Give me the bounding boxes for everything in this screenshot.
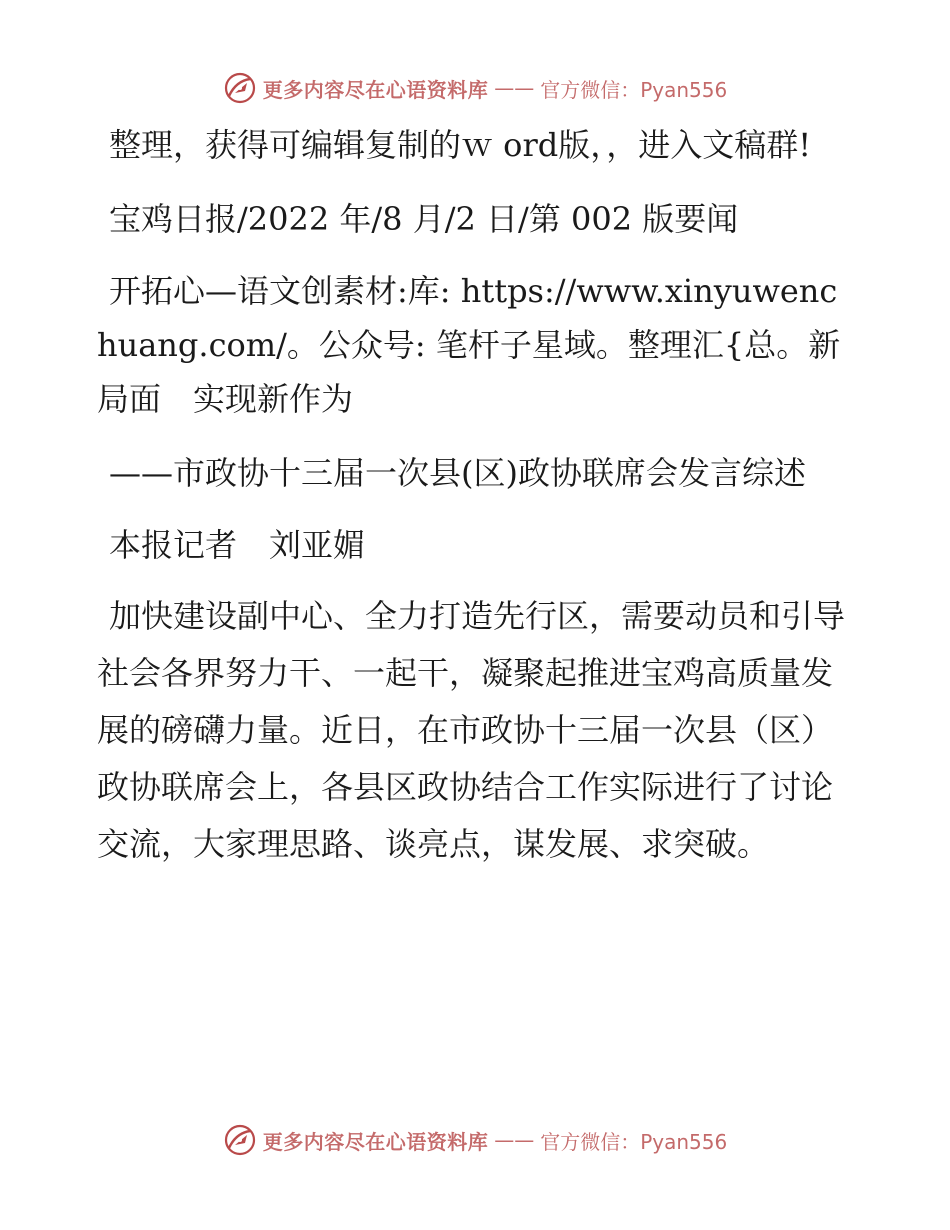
- headline-paragraph: 开拓心—语文创素材:库: https://www.xinyuwenchuang.com/。公众号: 笔杆子星域。整理汇{总。新局面 实现新作为: [97, 272, 841, 418]
- banner-contact: 官方微信：Pyan556: [540, 1129, 728, 1154]
- banner-title: 更多内容尽在心语资料库: [262, 1129, 489, 1154]
- banner-separator: ——: [494, 1128, 535, 1152]
- document-body: [97, 118, 857, 893]
- header-banner: [0, 68, 950, 108]
- intro-paragraph: 整理，获得可编辑复制的ｗ ord版，，进入文稿群!: [109, 126, 812, 164]
- banner-contact: 官方微信：Pyan556: [540, 77, 728, 102]
- pen-logo-icon: [223, 1123, 257, 1157]
- source-line: 宝鸡日报/2022 年/8 月/2 日/第 002 版要闻: [109, 200, 739, 238]
- body-paragraph: 加快建设副中心、全力打造先行区，需要动员和引导社会各界努力干、一起干，凝聚起推进宝鸡高质量发展的磅礴力量。近日，在市政协十三届一次县（区）政协联席会上，各县区政协结合工作实际进行了讨论交流，大家理思路、谈亮点，谋发展、求突破。: [97, 597, 846, 863]
- banner-title: 更多内容尽在心语资料库: [262, 77, 489, 102]
- subtitle-paragraph: ——市政协十三届一次县(区)政协联席会发言综述: [109, 454, 806, 492]
- banner-separator: ——: [494, 76, 535, 100]
- byline: 本报记者 刘亚媚: [109, 526, 366, 564]
- footer-banner: [0, 1120, 950, 1160]
- pen-logo-icon: [223, 71, 257, 105]
